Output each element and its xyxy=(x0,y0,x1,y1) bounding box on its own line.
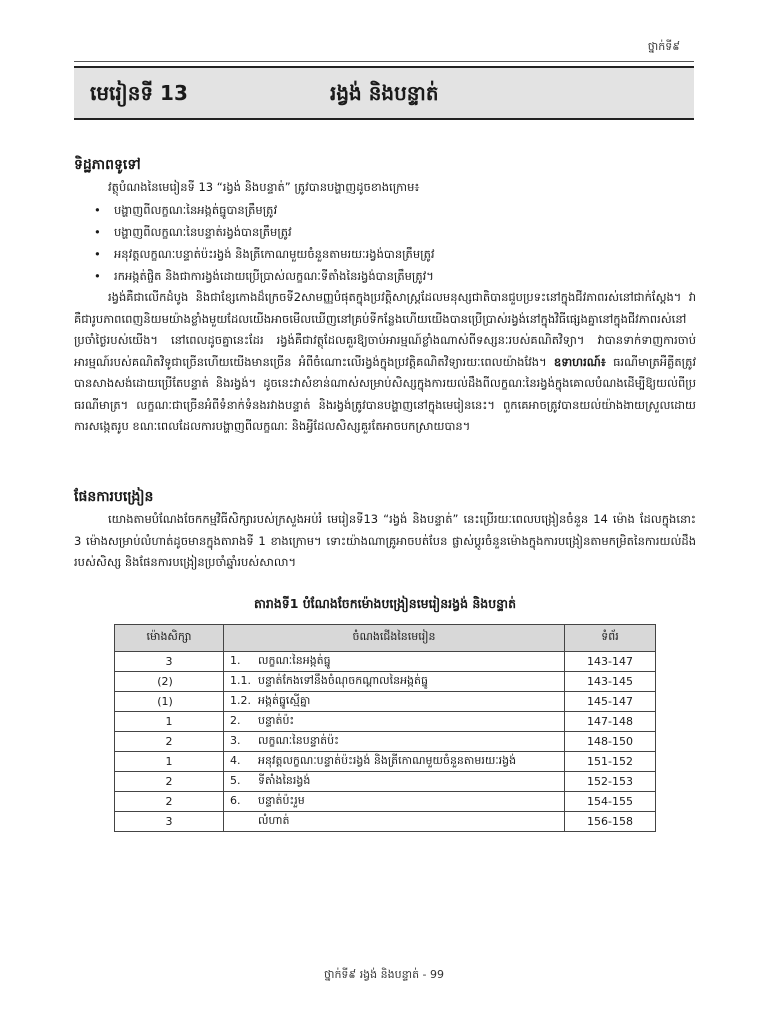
cell-content xyxy=(224,772,565,792)
teaching-plan-body: យោងតាមបំណែងចែកកម្មវិធីសិក្សារបស់ក្រសួងអប់រំ មេរៀនទី13 “រង្វង់ និងបន្ទាត់” នេះប្រេីរយៈពេលបង្រៀនចំនួន 14 ម៉ោង ដែលក្នុងនោះ 3 ម៉ោងសម្រាប់លំហាត់ដូចមានក្នុងតារាងទី 1 ខាងក្រោម។ ទោះយ៉ាងណាគ្រូអាចបត់បែន ផ្លាស់ប្តូរចំនួនម៉ោងក្នុងការបង្រៀនតាមកម្រិតនៃការយល់ដឹងរបស់សិស្ស និងផែនការបង្រៀនប្រចាំឆ្នាំរបស់សាលា។ xyxy=(74,512,696,569)
section-title: លក្ខណៈនៃបន្ទាត់ប៉ះ xyxy=(258,733,339,747)
section-title: លំហាត់ xyxy=(258,813,290,827)
objective-text: បង្ហាញពីលក្ខណៈនៃបន្ទាត់រង្វង់បានត្រឹមត្រូវ xyxy=(114,225,292,239)
teaching-plan-heading: ផែនការបង្រៀន xyxy=(74,489,154,505)
header-content: ចំណងជេីងនៃមេរៀន xyxy=(224,625,565,652)
section-title: បន្ទាត់ប៉ះរួម xyxy=(258,793,305,807)
list-item xyxy=(94,199,694,221)
objective-text: អនុវត្តលក្ខណៈបន្ទាត់ប៉ះរង្វង់ និងត្រីកោណមួយចំនួនតាមរយៈរង្វង់បានត្រឹមត្រូវ xyxy=(114,247,435,261)
cell-pages: 154-155 xyxy=(565,792,656,812)
overview-body xyxy=(74,287,696,438)
bullet-icon: • xyxy=(94,225,101,239)
header-pages: ទំព័រ xyxy=(565,625,656,652)
cell-content xyxy=(224,692,565,712)
cell-pages: 147-148 xyxy=(565,712,656,732)
cell-content xyxy=(224,792,565,812)
section-title: អនុវត្តលក្ខណៈបន្ទាត់ប៉ះរង្វង់ និងត្រីកោណមួយចំនួនតាមរយៈរង្វង់ xyxy=(258,753,517,767)
table-row xyxy=(115,812,656,832)
section-title: លក្ខណៈនៃអង្កត់ធ្នូ xyxy=(258,653,331,667)
cell-hours: 3 xyxy=(115,652,224,672)
lesson-banner xyxy=(74,66,694,120)
section-number: 1.1. xyxy=(230,673,251,687)
section-title: បន្ទាត់កែងទៅនឹងចំណុចកណ្តាលនៃអង្កត់ធ្នូ xyxy=(258,673,428,687)
bullet-icon: • xyxy=(94,203,101,217)
cell-hours: (2) xyxy=(115,672,224,692)
cell-hours: 1 xyxy=(115,712,224,732)
header-hours: ម៉ោងសិក្សា xyxy=(115,625,224,652)
objective-text: បង្ហាញពីលក្ខណៈនៃអង្កត់ធ្នូបានត្រឹមត្រូវ xyxy=(114,203,278,217)
section-title: ទីតាំងនៃរង្វង់ xyxy=(258,773,311,787)
bullet-icon: • xyxy=(94,247,101,261)
bullet-icon: • xyxy=(94,269,101,283)
objectives-intro: វត្ថុបំណងនៃមេរៀនទី 13 “រង្វង់ និងបន្ទាត់” ត្រូវបានបង្ហាញដូចខាងក្រោម៖ xyxy=(108,180,420,194)
section-number: 1.2. xyxy=(230,693,251,707)
lesson-number: មេរៀនទី 13 xyxy=(90,81,188,105)
grade-label: ថ្នាក់ទី៩ xyxy=(647,40,680,53)
header-rule xyxy=(74,61,694,62)
list-item xyxy=(94,243,694,265)
table-row xyxy=(115,792,656,812)
section-number: 3. xyxy=(230,733,241,747)
cell-hours: (1) xyxy=(115,692,224,712)
cell-hours: 2 xyxy=(115,772,224,792)
section-number: 1. xyxy=(230,653,241,667)
cell-content xyxy=(224,732,565,752)
section-number: 5. xyxy=(230,773,241,787)
cell-content xyxy=(224,712,565,732)
section-number: 4. xyxy=(230,753,241,767)
section-number: 2. xyxy=(230,713,241,727)
cell-hours: 1 xyxy=(115,752,224,772)
cell-pages: 156-158 xyxy=(565,812,656,832)
cell-pages: 152-153 xyxy=(565,772,656,792)
objective-text: រកអង្កត់ផ្ចិត និងជាការង្វង់ដោយប្រើប្រាស់លក្ខណៈទីតាំងនៃរង្វង់បានត្រឹមត្រូវ។ xyxy=(114,269,434,283)
cell-pages: 151-152 xyxy=(565,752,656,772)
cell-hours: 2 xyxy=(115,792,224,812)
table-row xyxy=(115,732,656,752)
cell-content xyxy=(224,672,565,692)
section-number: 6. xyxy=(230,793,241,807)
cell-content xyxy=(224,652,565,672)
overview-heading: ទិដ្ឋភាពទូទៅ xyxy=(74,157,141,173)
cell-content xyxy=(224,812,565,832)
table-row xyxy=(115,752,656,772)
cell-pages: 148-150 xyxy=(565,732,656,752)
cell-pages: 143-145 xyxy=(565,672,656,692)
lesson-schedule-table xyxy=(114,624,656,832)
overview-body-text: រង្វង់គឺជាលេីកដំបូង និងជាខ្សែកោងដ៏ក្រេចទី2សាមញ្ញបំផុតក្នុងប្រវត្តិសាស្ត្រដែលមនុស្សជាតិបានជួបប្រទះនៅក្នុងជីវភាពរស់នៅជាក់ស្តែង។ វាគឺជារូបភាពពេញនិយមយ៉ាងខ្លាំងមួយដែលយេីងអាចមេីលឃេីញនៅគ្រប់ទីកន្លែងហេីយយេីងបានប្រេីប្រាស់រង្វង់នៅក្នុងវិធីផ្សេងគ្នានៅក្នុងជីវភាពរស់នៅប្រចាំថ្ងៃរបស់យេីង។ នៅពេលដូចគ្នានេះដែរ រង្វង់គឺជាវត្ថុដែលគួរឱ្យចាប់អារម្មណ៍ខ្លាំងណាស់ពីទស្សនៈរបស់គណិតវិទ្យា។ វាបានទាក់ទាញការចាប់អារម្មណ៍របស់គណិតវិទូជាច្រេីនហេីយយេីងមានច្រេីន អំពីចំណោះលេីរង្វង់ក្នុងប្រវត្តិគណិតវិទ្យារយៈពេលយ៉ាងវែង។ xyxy=(74,290,696,369)
table-row xyxy=(115,652,656,672)
cell-pages: 143-147 xyxy=(565,652,656,672)
lesson-title: រង្វង់ និងបន្ទាត់ xyxy=(330,81,439,105)
table-header-row xyxy=(115,625,656,652)
list-item xyxy=(94,265,694,287)
page-footer: ថ្នាក់ទី៩ រង្វង់ និងបន្ទាត់ - 99 xyxy=(323,968,445,981)
section-title: អង្កត់ធ្នូស្មើគ្នា xyxy=(258,693,311,707)
cell-hours: 3 xyxy=(115,812,224,832)
example-label: ឧទាហរណ៍៖ xyxy=(553,354,606,369)
table-caption: តារាងទី1 បំណែងចែកម៉ោងបង្រៀនមេរៀនរង្វង់ និងបន្ទាត់ xyxy=(253,596,517,611)
table-row xyxy=(115,772,656,792)
table-row xyxy=(115,672,656,692)
cell-hours: 2 xyxy=(115,732,224,752)
section-title: បន្ទាត់ប៉ះ xyxy=(258,713,295,727)
list-item xyxy=(94,221,694,243)
overview-body-text-continued: ធរណីមាត្រអឺគ្លីតត្រូវបានសាងសង់ដោយប្រេីតែបន្ទាត់ និងរង្វង់។ ដូចនេះវាសំខាន់ណាស់សម្រាប់សិស្សក្នុងការយល់ដឹងពីលក្ខណៈនៃរង្វង់ក្នុងគោលបំណងដេីម្បីឱ្យយល់ពីប្រធរណីមាត្រ។ លក្ខណៈជាច្រេីនអំពីទំនាក់ទំនងរវាងបន្ទាត់ និងរង្វង់ត្រូវបានបង្ហាញនៅក្នុងមេរៀននេះ។ ពួកគេអាចត្រូវបានយល់យ៉ាងងាយស្រួលដោយការសង្កេតរូប ខណៈពេលដែលការបង្ហាញពីលក្ខណៈ និងអ្វីដែលសិស្សគួរតែអាចបកស្រាយបាន។ xyxy=(74,354,697,433)
objectives-list xyxy=(94,199,694,287)
table-row xyxy=(115,692,656,712)
cell-content xyxy=(224,752,565,772)
cell-pages: 145-147 xyxy=(565,692,656,712)
table-row xyxy=(115,712,656,732)
